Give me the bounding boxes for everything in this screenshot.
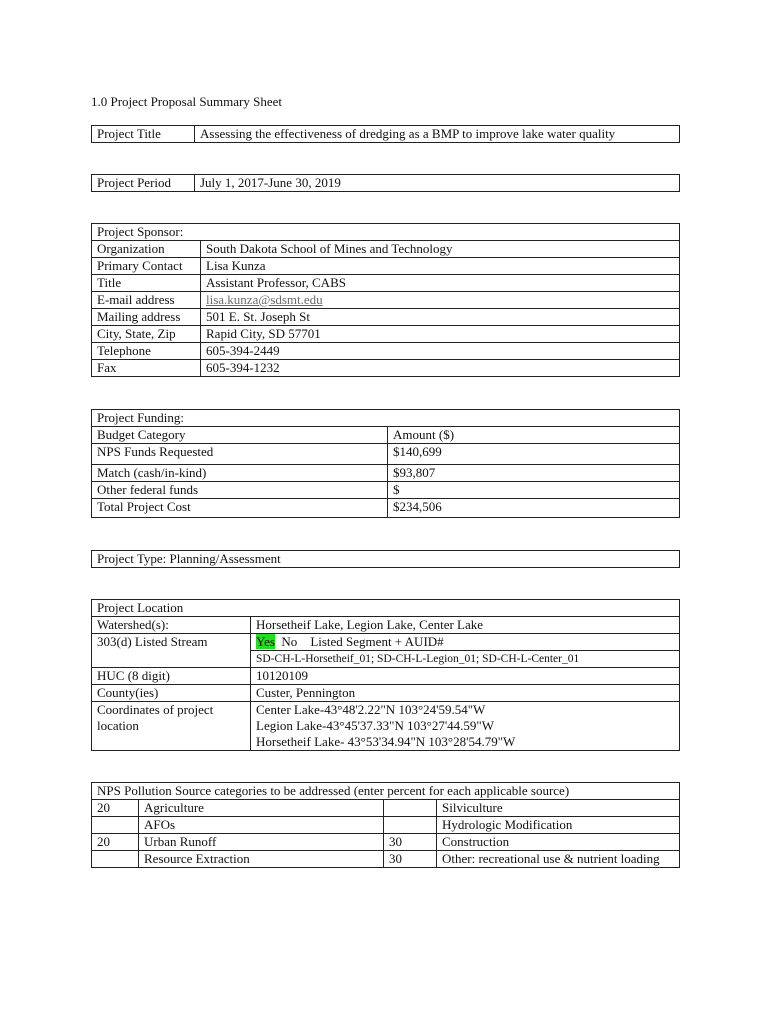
funding-label-total: Total Project Cost	[92, 499, 388, 518]
sponsor-label-fax: Fax	[92, 360, 201, 377]
pollution-cat-silviculture: Silviculture	[437, 800, 680, 817]
pollution-pct-construction: 30	[384, 834, 437, 851]
coords-values	[251, 702, 680, 751]
watershed-value: Horsetheif Lake, Legion Lake, Center Lake	[251, 617, 680, 634]
funding-col-budget-category: Budget Category	[92, 427, 388, 444]
pollution-pct-other: 30	[384, 851, 437, 868]
coords-center-lake: Center Lake-43°48'2.22"N 103°24'59.54"W	[256, 702, 486, 717]
sponsor-value-primary-contact: Lisa Kunza	[201, 258, 680, 275]
pollution-pct-resource-extraction	[92, 851, 139, 868]
sponsor-label-telephone: Telephone	[92, 343, 201, 360]
project-type: Project Type: Planning/Assessment	[92, 551, 680, 568]
pollution-cat-other: Other: recreational use & nutrient loading	[437, 851, 680, 868]
funding-value-nps: $140,699	[388, 444, 680, 465]
project-period-table	[91, 174, 680, 192]
pollution-source-table	[91, 782, 680, 868]
sponsor-value-telephone: 605-394-2449	[201, 343, 680, 360]
stream-segment-label: Listed Segment + AUID#	[310, 634, 444, 649]
sponsor-label-title: Title	[92, 275, 201, 292]
sponsor-value-email	[201, 292, 680, 309]
sponsor-label-mailing-address: Mailing address	[92, 309, 201, 326]
location-header: Project Location	[92, 600, 680, 617]
pollution-pct-urban-runoff: 20	[92, 834, 139, 851]
pollution-header: NPS Pollution Source categories to be addressed (enter percent for each applicable source)	[92, 783, 680, 800]
coords-label: Coordinates of project location	[92, 702, 251, 751]
funding-value-total: $234,506	[388, 499, 680, 518]
coords-horsetheif-lake: Horsetheif Lake- 43°53'34.94"N 103°28'54.79"W	[256, 734, 516, 749]
project-title-table	[91, 125, 680, 143]
project-sponsor-table	[91, 223, 680, 377]
county-value: Custer, Pennington	[251, 685, 680, 702]
funding-header: Project Funding:	[92, 410, 680, 427]
sponsor-value-city-state-zip: Rapid City, SD 57701	[201, 326, 680, 343]
pollution-pct-agriculture: 20	[92, 800, 139, 817]
funding-value-match: $93,807	[388, 465, 680, 482]
email-link[interactable]: lisa.kunza@sdsmt.edu	[206, 292, 323, 307]
project-type-table	[91, 550, 680, 568]
pollution-pct-silviculture	[384, 800, 437, 817]
sponsor-header: Project Sponsor:	[92, 224, 680, 241]
watershed-label: Watershed(s):	[92, 617, 251, 634]
funding-col-amount: Amount ($)	[388, 427, 680, 444]
sponsor-label-primary-contact: Primary Contact	[92, 258, 201, 275]
stream-no-option[interactable]: No	[281, 634, 298, 649]
pollution-cat-hydrologic: Hydrologic Modification	[437, 817, 680, 834]
pollution-cat-urban-runoff: Urban Runoff	[139, 834, 384, 851]
funding-label-other-federal: Other federal funds	[92, 482, 388, 499]
sponsor-value-title: Assistant Professor, CABS	[201, 275, 680, 292]
project-period-label: Project Period	[92, 175, 195, 192]
sponsor-label-organization: Organization	[92, 241, 201, 258]
project-title-value: Assessing the effectiveness of dredging as a BMP to improve lake water quality	[195, 126, 680, 143]
funding-label-match: Match (cash/in-kind)	[92, 465, 388, 482]
project-period-value: July 1, 2017-June 30, 2019	[195, 175, 680, 192]
stream-label: 303(d) Listed Stream	[92, 634, 251, 668]
sponsor-value-mailing-address: 501 E. St. Joseph St	[201, 309, 680, 326]
funding-value-other-federal: $	[388, 482, 680, 499]
pollution-cat-construction: Construction	[437, 834, 680, 851]
stream-ids: SD-CH-L-Horsetheif_01; SD-CH-L-Legion_01; SD-CH-L-Center_01	[251, 651, 680, 668]
project-location-table	[91, 599, 680, 751]
stream-yes-option[interactable]: Yes	[256, 634, 275, 649]
sponsor-label-email: E-mail address	[92, 292, 201, 309]
pollution-cat-agriculture: Agriculture	[139, 800, 384, 817]
huc-value: 10120109	[251, 668, 680, 685]
huc-label: HUC (8 digit)	[92, 668, 251, 685]
stream-options	[251, 634, 680, 651]
pollution-pct-hydrologic	[384, 817, 437, 834]
page-heading: 1.0 Project Proposal Summary Sheet	[91, 94, 283, 109]
pollution-cat-resource-extraction: Resource Extraction	[139, 851, 384, 868]
project-title-label: Project Title	[92, 126, 195, 143]
funding-label-nps: NPS Funds Requested	[92, 444, 388, 465]
pollution-cat-afos: AFOs	[139, 817, 384, 834]
sponsor-value-fax: 605-394-1232	[201, 360, 680, 377]
county-label: County(ies)	[92, 685, 251, 702]
project-funding-table	[91, 409, 680, 518]
sponsor-value-organization: South Dakota School of Mines and Technology	[201, 241, 680, 258]
coords-legion-lake: Legion Lake-43°45'37.33"N 103°27'44.59"W	[256, 718, 494, 733]
pollution-pct-afos	[92, 817, 139, 834]
sponsor-label-city-state-zip: City, State, Zip	[92, 326, 201, 343]
